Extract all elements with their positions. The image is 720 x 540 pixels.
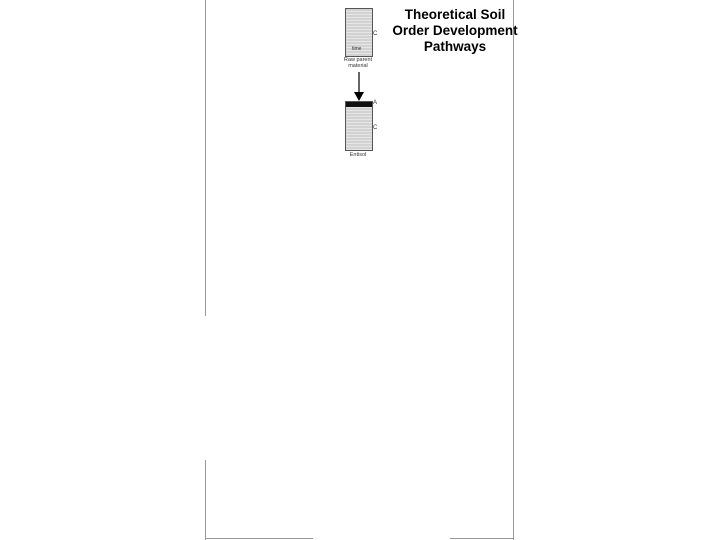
profile-label-line-2: material: [348, 63, 368, 69]
profile-label-line-1: Raw parent: [343, 57, 373, 63]
development-arrow: [352, 72, 366, 102]
frame-left-edge-bottom: [205, 460, 206, 540]
soil-profile-entisol: [345, 101, 373, 151]
a-horizon-band: [346, 102, 372, 107]
frame-bottom-right: [450, 538, 514, 539]
frame-bottom-left: [205, 538, 313, 539]
profile-label-line-1: Entisol: [349, 152, 367, 158]
profile-label-entisol: [334, 152, 382, 158]
horizon-label-c: C: [373, 31, 378, 37]
profile-inner-text: time: [352, 46, 362, 52]
horizon-label-c: C: [373, 125, 378, 131]
frame-left-edge-top: [205, 0, 206, 316]
soil-profile-parent-material: [345, 8, 373, 57]
profile-label-parent-material: [334, 57, 382, 69]
frame-right-edge: [513, 0, 514, 540]
diagram-title: [392, 7, 518, 55]
title-line-3: Pathways: [423, 39, 487, 54]
title-line-2: Order Development: [392, 23, 518, 38]
horizon-label-a: A: [373, 100, 378, 106]
title-line-1: Theoretical Soil: [404, 7, 506, 22]
